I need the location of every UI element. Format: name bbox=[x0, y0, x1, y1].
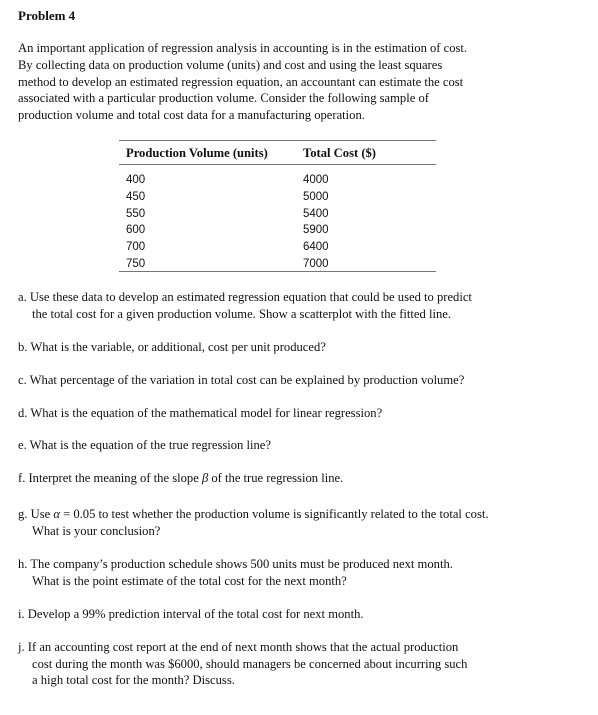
question-g-text: g. Use bbox=[18, 507, 54, 521]
question-h-line2: What is the point estimate of the total cost for the next month? bbox=[32, 573, 347, 588]
question-j bbox=[18, 639, 467, 689]
column-total-cost bbox=[303, 172, 329, 273]
cell-cost: 5400 bbox=[303, 207, 329, 220]
cell-volume: 600 bbox=[126, 224, 146, 237]
cell-volume: 700 bbox=[126, 241, 146, 254]
question-c: c. What percentage of the variation in total cost can be explained by production volume? bbox=[18, 373, 465, 387]
beta-symbol: β bbox=[201, 471, 209, 485]
column-production-volume bbox=[126, 172, 145, 273]
question-f bbox=[18, 470, 343, 487]
question-i: i. Develop a 99% prediction interval of the total cost for next month. bbox=[18, 607, 364, 621]
question-e: e. What is the equation of the true regression line? bbox=[18, 438, 271, 452]
question-h bbox=[18, 556, 453, 589]
problem-title: Problem 4 bbox=[18, 8, 76, 23]
cell-volume: 450 bbox=[126, 190, 146, 203]
cell-volume: 750 bbox=[126, 257, 146, 270]
question-g-line2: What is your conclusion? bbox=[32, 523, 161, 538]
intro-line: An important application of regression analysis in accounting is in the estimation of cost. bbox=[18, 41, 468, 55]
question-h-line1: h. The company’s production schedule shows 500 units must be produced next month. bbox=[18, 557, 453, 571]
cell-cost: 5000 bbox=[303, 190, 329, 203]
table-header-rule bbox=[119, 164, 436, 165]
question-g bbox=[18, 506, 489, 539]
alpha-symbol: α bbox=[53, 507, 60, 521]
cell-cost: 4000 bbox=[303, 174, 329, 186]
table-bottom-rule bbox=[119, 271, 436, 272]
question-f-text: f. Interpret the meaning of the slope bbox=[18, 471, 202, 485]
question-a-line2: the total cost for a given production volume. Show a scatterplot with the fitted line. bbox=[32, 306, 451, 321]
intro-paragraph bbox=[18, 40, 583, 124]
cell-volume: 400 bbox=[126, 174, 146, 186]
header-production-volume: Production Volume (units) bbox=[126, 146, 268, 160]
cell-cost: 6400 bbox=[303, 241, 329, 254]
cell-cost: 7000 bbox=[303, 257, 329, 270]
question-j-line3: a high total cost for the month? Discuss. bbox=[32, 673, 235, 687]
intro-line: production volume and total cost data for a manufacturing operation. bbox=[18, 108, 365, 123]
intro-line: method to develop an estimated regression equation, an accountant can estimate the cost bbox=[18, 74, 464, 89]
table-top-rule bbox=[119, 140, 436, 141]
intro-line: By collecting data on production volume (units) and cost and using the least squares bbox=[18, 57, 443, 72]
question-b: b. What is the variable, or additional, cost per unit produced? bbox=[18, 340, 326, 354]
cell-cost: 5900 bbox=[303, 224, 329, 237]
question-d: d. What is the equation of the mathematical model for linear regression? bbox=[18, 406, 383, 420]
question-g-text-end: = 0.05 to test whether the production volume is significantly related to the total cost. bbox=[59, 507, 489, 521]
intro-line: associated with a particular production volume. Consider the following sample of bbox=[18, 91, 429, 106]
question-f-text-end: of the true regression line. bbox=[208, 471, 344, 485]
question-a-line1: a. Use these data to develop an estimated regression equation that could be used to predict bbox=[18, 290, 472, 304]
cell-volume: 550 bbox=[126, 207, 146, 220]
header-total-cost: Total Cost ($) bbox=[303, 146, 376, 160]
question-a bbox=[18, 289, 472, 322]
question-j-line1: j. If an accounting cost report at the end of next month shows that the actual production bbox=[18, 640, 459, 654]
question-j-line2: cost during the month was $6000, should managers be concerned about incurring such bbox=[32, 656, 468, 671]
